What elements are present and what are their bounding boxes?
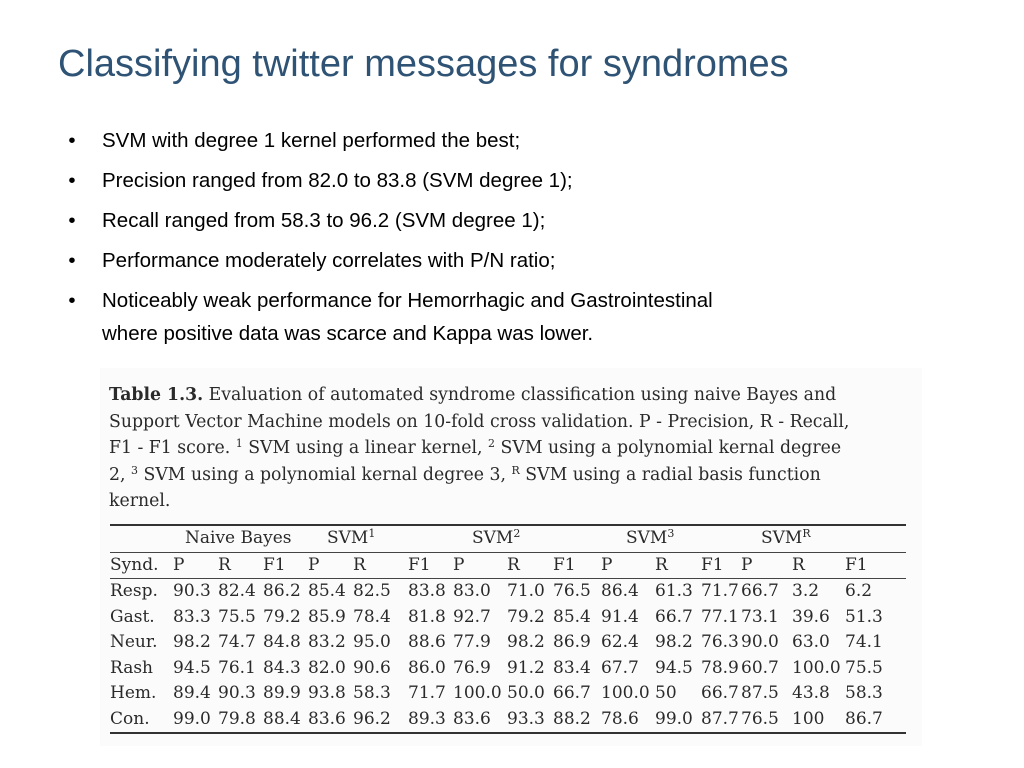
- value-cell: 83.8: [408, 581, 446, 601]
- bullet-list: [62, 124, 962, 357]
- bullet-text: Recall ranged from 58.3 to 96.2 (SVM degree 1);: [102, 209, 546, 232]
- column-header: R: [655, 552, 701, 579]
- table-row: [110, 630, 906, 656]
- value-cell: 43.8: [792, 683, 830, 703]
- caption-label: Table 1.3.: [109, 385, 204, 405]
- syndrome-cell: Neur.: [110, 632, 158, 652]
- value-cell: 76.1: [218, 657, 256, 678]
- bullet-item: [62, 284, 962, 350]
- value-cell: 78.9: [701, 657, 739, 678]
- value-cell: 58.3: [845, 683, 883, 703]
- group-header-label: SVM: [626, 528, 668, 548]
- value-cell: 66.7: [701, 683, 739, 703]
- column-header: P: [308, 552, 353, 579]
- table-caption: [109, 382, 919, 515]
- group-header: [741, 525, 906, 552]
- column-header: P: [601, 552, 655, 579]
- column-header: R: [353, 552, 408, 579]
- value-cell: 84.8: [263, 632, 301, 652]
- value-cell: 83.0: [453, 581, 491, 601]
- column-header: P: [453, 552, 507, 579]
- caption-line: Support Vector Machine models on 10-fold cross validation. P - Precision, R - Recall,: [109, 411, 850, 432]
- column-header: R: [507, 552, 553, 579]
- value-cell: 78.4: [353, 606, 391, 627]
- syndrome-cell: Con.: [110, 707, 173, 734]
- bullet-item: [62, 204, 962, 237]
- bullet-item: [62, 244, 962, 277]
- group-header-label: Naive Bayes: [185, 528, 292, 548]
- value-cell: 87.5: [741, 683, 779, 703]
- value-cell: 50: [655, 683, 677, 703]
- caption-sup: 2: [488, 437, 496, 451]
- group-header-blank: [110, 525, 173, 552]
- column-header: F1: [553, 552, 601, 579]
- value-cell: 50.0: [507, 683, 545, 703]
- caption-sup: 3: [130, 463, 138, 477]
- value-cell: 92.7: [453, 606, 491, 627]
- group-header: [453, 525, 601, 552]
- column-header: F1: [263, 552, 308, 579]
- value-cell: 85.9: [308, 606, 346, 627]
- value-cell: 83.3: [173, 606, 211, 627]
- value-cell: 85.4: [553, 606, 591, 627]
- value-cell: 66.7: [553, 683, 591, 703]
- value-cell: 81.8: [408, 606, 446, 627]
- caption-sup: R: [511, 463, 520, 477]
- value-cell: 86.7: [845, 707, 906, 734]
- group-header-sup: R: [802, 527, 811, 540]
- value-cell: 76.5: [741, 707, 792, 734]
- value-cell: 58.3: [353, 683, 391, 703]
- value-cell: 6.2: [845, 581, 873, 601]
- value-cell: 74.1: [845, 632, 883, 652]
- value-cell: 82.0: [308, 657, 346, 678]
- value-cell: 100.0: [792, 657, 841, 678]
- value-cell: 83.6: [308, 707, 353, 734]
- caption-text: SVM using a polynomial kernal degree 3,: [137, 464, 512, 485]
- value-cell: 89.9: [263, 683, 301, 703]
- value-cell: 88.2: [553, 707, 601, 734]
- caption-line: [109, 435, 919, 462]
- results-table: [110, 524, 906, 734]
- value-cell: 98.2: [173, 632, 211, 652]
- caption-text: 2,: [109, 464, 131, 485]
- caption-text: SVM using a linear kernel,: [242, 438, 489, 459]
- value-cell: 79.2: [507, 606, 545, 627]
- group-header-label: SVM: [472, 528, 514, 548]
- value-cell: 93.8: [308, 683, 346, 703]
- group-header: [173, 525, 308, 552]
- column-header: F1: [845, 552, 906, 579]
- bullet-text: SVM with degree 1 kernel performed the best;: [102, 129, 521, 152]
- value-cell: 83.2: [308, 632, 346, 652]
- syndrome-cell: Rash: [110, 657, 153, 678]
- value-cell: 77.9: [453, 632, 491, 652]
- value-cell: 90.3: [218, 683, 256, 703]
- value-cell: 79.8: [218, 707, 263, 734]
- value-cell: 77.1: [701, 606, 739, 627]
- value-cell: 62.4: [601, 632, 639, 652]
- value-cell: 75.5: [218, 606, 256, 627]
- value-cell: 71.7: [408, 683, 446, 703]
- value-cell: 67.7: [601, 657, 639, 678]
- value-cell: 90.0: [741, 632, 779, 652]
- syndrome-cell: Hem.: [110, 683, 157, 703]
- slide-title: Classifying twitter messages for syndromes: [58, 43, 789, 85]
- group-header-sup: 1: [368, 527, 376, 540]
- value-cell: 99.0: [655, 707, 701, 734]
- bullet-text: Noticeably weak performance for Hemorrhagic and Gastrointestinal: [102, 289, 713, 312]
- value-cell: 71.0: [507, 581, 545, 601]
- bullet-item: [62, 124, 962, 157]
- value-cell: 90.3: [173, 581, 211, 601]
- caption-sup: 1: [235, 437, 243, 451]
- value-cell: 88.6: [408, 632, 446, 652]
- value-cell: 74.7: [218, 632, 256, 652]
- column-header: R: [792, 552, 845, 579]
- value-cell: 99.0: [173, 707, 218, 734]
- value-cell: 66.7: [741, 581, 779, 601]
- caption-line: [109, 462, 919, 489]
- value-cell: 79.2: [263, 606, 301, 627]
- table-figure: [100, 368, 922, 746]
- value-cell: 83.4: [553, 657, 591, 678]
- value-cell: 78.6: [601, 707, 655, 734]
- bullet-text-continued: where positive data was scarce and Kappa was lower.: [102, 322, 594, 345]
- column-header: Synd.: [110, 552, 173, 579]
- column-header: F1: [701, 552, 741, 579]
- value-cell: 90.6: [353, 657, 391, 678]
- bullet-dot-icon: •: [68, 209, 76, 232]
- value-cell: 3.2: [792, 581, 820, 601]
- bullet-dot-icon: •: [68, 289, 76, 312]
- group-header: [601, 525, 741, 552]
- value-cell: 91.4: [601, 606, 639, 627]
- value-cell: 86.0: [408, 657, 446, 678]
- group-header-row: [110, 525, 906, 552]
- syndrome-cell: Resp.: [110, 581, 158, 601]
- bullet-dot-icon: •: [68, 249, 76, 272]
- table-row: [110, 681, 906, 707]
- bullet-text: Precision ranged from 82.0 to 83.8 (SVM degree 1);: [102, 169, 573, 192]
- caption-line: [109, 382, 919, 409]
- value-cell: 76.5: [553, 581, 591, 601]
- value-cell: 86.4: [601, 581, 639, 601]
- value-cell: 71.7: [701, 581, 739, 601]
- value-cell: 73.1: [741, 606, 779, 627]
- value-cell: 98.2: [507, 632, 545, 652]
- table-row: [110, 579, 906, 605]
- value-cell: 61.3: [655, 581, 693, 601]
- column-header: F1: [408, 552, 453, 579]
- value-cell: 98.2: [655, 632, 693, 652]
- column-header: P: [741, 552, 792, 579]
- value-cell: 94.5: [655, 657, 693, 678]
- caption-text: F1 - F1 score.: [109, 438, 236, 459]
- value-cell: 85.4: [308, 581, 346, 601]
- value-cell: 60.7: [741, 657, 779, 678]
- value-cell: 89.3: [408, 707, 453, 734]
- group-header: [308, 525, 453, 552]
- value-cell: 89.4: [173, 683, 211, 703]
- value-cell: 86.9: [553, 632, 591, 652]
- value-cell: 94.5: [173, 657, 211, 678]
- value-cell: 75.5: [845, 657, 883, 678]
- caption-text: Evaluation of automated syndrome classification using naive Bayes and: [203, 385, 837, 405]
- group-header-sup: 2: [513, 527, 521, 540]
- value-cell: 86.2: [263, 581, 301, 601]
- value-cell: 83.6: [453, 707, 507, 734]
- value-cell: 100.0: [601, 683, 650, 703]
- value-cell: 100.0: [453, 683, 502, 703]
- group-header-label: SVM: [327, 528, 369, 548]
- value-cell: 93.3: [507, 707, 553, 734]
- bullet-dot-icon: •: [68, 169, 76, 192]
- table-row: [110, 656, 906, 682]
- value-cell: 100: [792, 707, 845, 734]
- value-cell: 66.7: [655, 606, 693, 627]
- value-cell: 76.3: [701, 632, 739, 652]
- column-header: P: [173, 552, 218, 579]
- caption-text: SVM using a radial basis function: [519, 464, 821, 485]
- table-row: [110, 707, 906, 734]
- bullet-text: Performance moderately correlates with P/N ratio;: [102, 249, 556, 272]
- value-cell: 84.3: [263, 657, 301, 678]
- column-header: R: [218, 552, 263, 579]
- value-cell: 76.9: [453, 657, 491, 678]
- bullet-dot-icon: •: [68, 129, 76, 152]
- column-header-row: [110, 552, 906, 579]
- group-header-sup: 3: [667, 527, 675, 540]
- group-header-label: SVM: [761, 528, 803, 548]
- syndrome-cell: Gast.: [110, 606, 155, 627]
- value-cell: 63.0: [792, 632, 830, 652]
- value-cell: 82.5: [353, 581, 391, 601]
- value-cell: 51.3: [845, 606, 883, 627]
- caption-line: kernel.: [109, 491, 171, 512]
- value-cell: 82.4: [218, 581, 256, 601]
- value-cell: 87.7: [701, 707, 741, 734]
- value-cell: 96.2: [353, 707, 408, 734]
- value-cell: 91.2: [507, 657, 545, 678]
- table-row: [110, 605, 906, 631]
- value-cell: 88.4: [263, 707, 308, 734]
- caption-text: SVM using a polynomial kernal degree: [495, 438, 842, 459]
- value-cell: 95.0: [353, 632, 391, 652]
- value-cell: 39.6: [792, 606, 830, 627]
- bullet-item: [62, 164, 962, 197]
